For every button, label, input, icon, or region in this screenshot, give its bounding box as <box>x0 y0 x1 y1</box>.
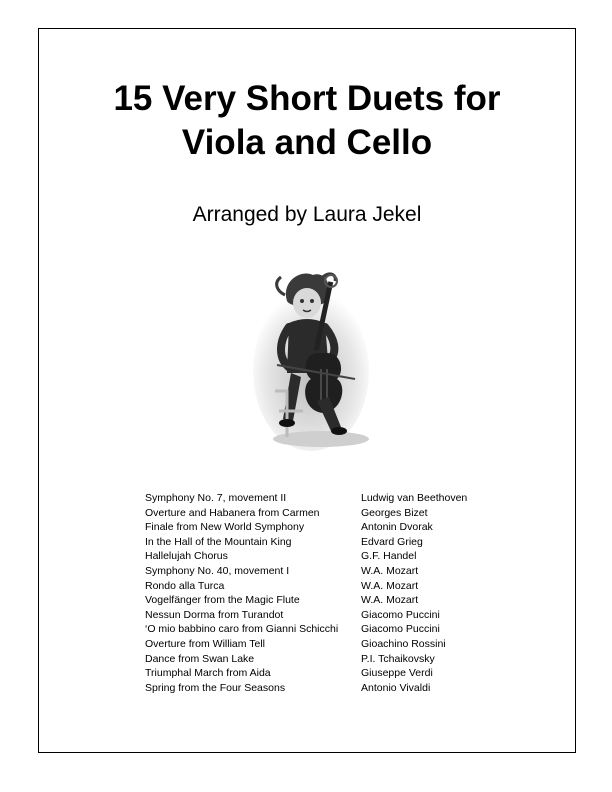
piece-composer: Edvard Grieg <box>361 535 423 548</box>
cellist-illustration <box>251 261 371 451</box>
piece-title: Rondo alla Turca <box>145 579 225 592</box>
piece-composer: Ludwig van Beethoven <box>361 492 468 504</box>
piece-title: Symphony No. 40, movement I <box>145 564 290 577</box>
piece-title: Vogelfänger from the Magic Flute <box>145 594 300 607</box>
arranger-subtitle: Arranged by Laura Jekel <box>192 203 422 226</box>
piece-title: Dance from Swan Lake <box>145 652 255 665</box>
piece-composer: W.A. Mozart <box>361 579 419 592</box>
piece-composer: W.A. Mozart <box>361 564 419 577</box>
piece-title: Overture and Habanera from Carmen <box>145 506 320 519</box>
piece-composer: W.A. Mozart <box>361 594 419 607</box>
page-border <box>38 28 576 753</box>
piece-title: Spring from the Four Seasons <box>145 681 286 694</box>
piece-title: ‘O mio babbino caro from Gianni Schicchi <box>145 623 339 636</box>
list-item <box>145 608 505 623</box>
list-item <box>145 593 505 608</box>
list-item <box>145 579 505 594</box>
list-item <box>145 491 505 506</box>
piece-title: Nessun Dorma from Turandot <box>145 608 284 621</box>
piece-composer: P.I. Tchaikovsky <box>361 652 435 665</box>
piece-composer: Giacomo Puccini <box>361 623 440 636</box>
piece-composer: Antonin Dvorak <box>361 521 433 534</box>
piece-title: Finale from New World Symphony <box>145 521 305 534</box>
piece-composer: Gioachino Rossini <box>361 637 446 650</box>
piece-title: Hallelujah Chorus <box>145 550 228 563</box>
title-line-2: Viola and Cello <box>181 123 433 162</box>
piece-composer: Giacomo Puccini <box>361 608 440 621</box>
piece-composer: Antonio Vivaldi <box>361 681 431 694</box>
piece-list <box>145 491 505 695</box>
list-item <box>145 637 505 652</box>
list-item <box>145 564 505 579</box>
piece-composer: Giuseppe Verdi <box>361 667 433 680</box>
list-item <box>145 506 505 521</box>
piece-title: Overture from William Tell <box>145 637 265 650</box>
piece-title: In the Hall of the Mountain King <box>145 535 292 548</box>
piece-title: Symphony No. 7, movement II <box>145 492 287 504</box>
list-item <box>145 622 505 637</box>
list-item <box>145 652 505 667</box>
page-title <box>39 77 575 165</box>
list-item <box>145 549 505 564</box>
piece-composer: G.F. Handel <box>361 550 417 563</box>
list-item <box>145 681 505 696</box>
title-line-1: 15 Very Short Duets for <box>113 79 501 118</box>
piece-title: Triumphal March from Aida <box>145 667 271 680</box>
list-item <box>145 520 505 535</box>
list-item <box>145 666 505 681</box>
piece-composer: Georges Bizet <box>361 506 428 519</box>
list-item <box>145 535 505 550</box>
